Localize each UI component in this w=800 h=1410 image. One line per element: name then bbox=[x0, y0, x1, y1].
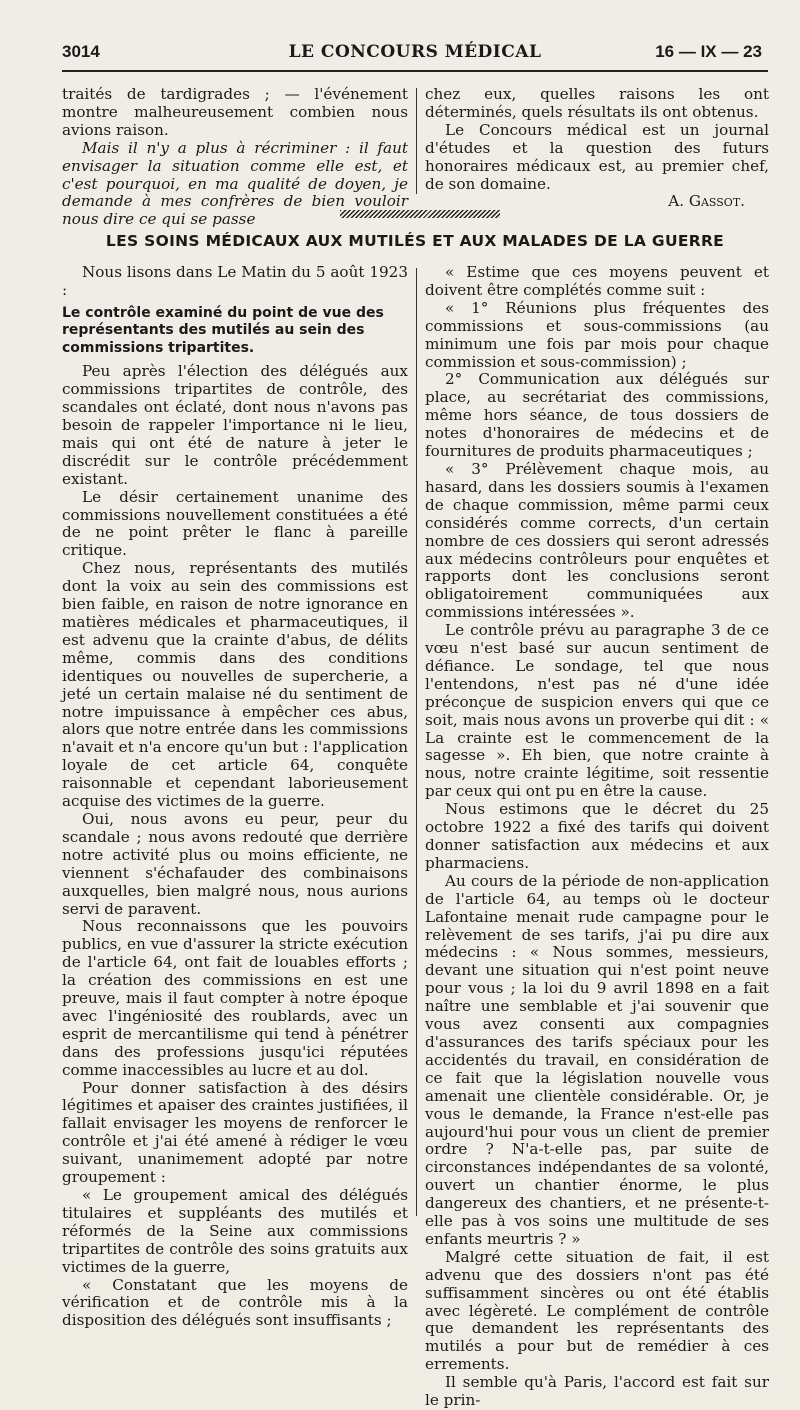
paragraph: « Constatant que les moyens de vérification et de contrôle mis à la disposition des délégués sont insuffisants ; bbox=[62, 1275, 408, 1330]
article-left-column bbox=[62, 264, 408, 1330]
paragraph: chez eux, quelles raisons les ont déterminés, quels résultats ils ont obtenus. bbox=[425, 85, 769, 121]
page-header bbox=[62, 36, 768, 72]
paragraph: « 1° Réunions plus fréquentes des commissions et sous-commissions (au minimum une fois par mois pour chaque commission et sous-commission) ; bbox=[425, 298, 769, 371]
previous-article-left-column bbox=[62, 86, 408, 229]
article-intro: Nous lisons dans Le Matin du 5 août 1923 : bbox=[62, 263, 408, 299]
section-ornament bbox=[340, 210, 500, 218]
paragraph: Au cours de la période de non-application de l'article 64, au temps où le docteur Lafontaine menait rude campagne pour le relèvement de ses tarifs, j'ai pu dire aux médecins : « Nous sommes, messieurs, devant une situation qui n'est point neuve pour vous ; la loi du 9 avril 1898 en a fait naître une semblable et j'ai souvenir que vous avez consenti aux compagnies d'assurances des tarifs spéciaux pour les accidentés du travail, en considération de ce fait que la législation nouvelle vous amenait une clientèle considérable. Or, je vous le demande, la France n'est-elle pas aujourd'hui pour vous un client de premier ordre ? N'a-t-elle pas, par suite de circonstances indépendantes de sa volonté, ouvert un chantier énorme, le plus dangereux des chantiers, et ne présente-t-elle pas à vos soins une multitude de ses enfants meurtris ? » bbox=[425, 871, 769, 1248]
paragraph: Nous estimons que le décret du 25 octobre 1922 a fixé des tarifs qui doivent donner satisfaction aux médecins et aux pharmaciens. bbox=[425, 800, 769, 872]
article-right-column bbox=[425, 264, 769, 1410]
paragraph: « Estime que ces moyens peuvent et doivent être complétés comme suit : bbox=[425, 263, 769, 299]
paragraph: Le désir certainement unanime des commissions nouvellement constituées a été de ne point prêter le flanc à pareille critique. bbox=[62, 487, 408, 560]
journal-title: LE CONCOURS MÉDICAL bbox=[288, 42, 542, 62]
paragraph: traités de tardigrades ; — l'événement montre malheureusement combien nous avions raison. bbox=[62, 85, 408, 139]
paragraph: Nous reconnaissons que les pouvoirs publics, en vue d'assurer la stricte exécution de l'article 64, ont fait de louables efforts ; la création des commissions en est une preuve, mais il faut compter à notre époque avec l'ingéniosité des roublards, avec un esprit de mercantilisme qui tend à pénétrer dans des professions jusqu'ici réputées comme inaccessibles au lucre et au dol. bbox=[62, 917, 408, 1079]
previous-article-right-column bbox=[425, 86, 769, 211]
paragraph: Le contrôle prévu au paragraphe 3 de ce vœu n'est basé sur aucun sentiment de défiance. Le sondage, tel que nous l'entendons, n'est pas né d'une idée préconçue de suspicion envers qui que ce soit, mais nous avons un proverbe qui dit : « La crainte est le commencement de la sagesse ». Eh bien, que notre crainte à nous, notre crainte légitime, soit ressentie par ceux qui ont pu en être la cause. bbox=[425, 621, 769, 801]
paragraph: Mais il n'y a plus à récriminer : il faut envisager la situation comme elle est, et c'est pourquoi, en ma qualité de doyen, je demande à mes confrères de bien vouloir nous dire ce qui se passe bbox=[62, 138, 408, 229]
article-title: LES SOINS MÉDICAUX AUX MUTILÉS ET AUX MALADES DE LA GUERRE bbox=[105, 232, 725, 250]
paragraph: Le Concours médical est un journal d'études et la question des futurs honoraires médicaux est, au premier chef, de son domaine. bbox=[425, 120, 769, 193]
column-divider bbox=[416, 88, 417, 194]
author-signature: A. Gassot. bbox=[668, 192, 745, 211]
issue-date: 16 — IX — 23 bbox=[655, 42, 762, 61]
paragraph: 2° Communication aux délégués sur place, au secrétariat des commissions, même hors séance, de tous dossiers de notes d'honoraires de médecins et de fournitures de produits pharmaceutiques ; bbox=[425, 370, 769, 461]
paragraph: Chez nous, représentants des mutilés dont la voix au sein des commissions est bien faible, en raison de notre ignorance en matières médicales et pharmaceutiques, il est advenu que la crainte d'abus, de délits même, commis dans des conditions identiques ou nouvelles de supercherie, a jeté un certain malaise né du sentiment de notre impuissance à empêcher ces abus, alors que notre entrée dans les commissions n'avait et n'a encore qu'un but : l'application loyale de cet article 64, conquête raisonnable et cependant laborieusement acquise des victimes de la guerre. bbox=[62, 559, 408, 811]
paragraph: Il semble qu'à Paris, l'accord est fait sur le prin- bbox=[425, 1373, 769, 1410]
column-divider bbox=[416, 268, 417, 1216]
paragraph: Pour donner satisfaction à des désirs légitimes et apaiser des craintes justifiées, il fallait envisager les moyens de renforcer le contrôle et j'ai été amené à rédiger le vœu suivant, unanimement adopté par notre groupement : bbox=[62, 1078, 408, 1187]
paragraph: Peu après l'élection des délégués aux commissions tripartites de contrôle, des scandales ont éclaté, dont nous n'avons pas besoin de rappeler l'importance ni le lieu, mais qui ont été de nature à jeter le discrédit sur le contrôle précédemment existant. bbox=[62, 362, 408, 488]
paragraph: Oui, nous avons eu peur, peur du scandale ; nous avons redouté que derrière notre activité plus ou moins efficiente, ne viennent s'échafauder des combinaisons auxquelles, bien malgré nous, nous aurions servi de paravent. bbox=[62, 809, 408, 918]
article-subheading: Le contrôle examiné du point de vue des représentants des mutilés au sein des commissions tripartites. bbox=[62, 304, 384, 356]
paragraph: « Le groupement amical des délégués titulaires et suppléants des mutilés et réformés de la Seine aux commissions tripartites de contrôle des soins gratuits aux victimes de la guerre, bbox=[62, 1186, 408, 1276]
page-number: 3014 bbox=[62, 42, 100, 61]
paragraph: « 3° Prélèvement chaque mois, au hasard, dans les dossiers soumis à l'examen de chaque commission, même parmi ceux considérés comme corrects, d'un certain nombre de ces dossiers qui seront adressés aux médecins contrôleurs pour enquêtes et rapports dont les conclusions seront obligatoirement communiquées aux commissions intéressées ». bbox=[425, 459, 769, 622]
paragraph: Malgré cette situation de fait, il est advenu que des dossiers n'ont pas été suffisamment sincères ou ont été établis avec légèreté. Le complément de contrôle que demandent les représentants des mutilés a pour but de remédier à ces errements. bbox=[425, 1247, 769, 1374]
